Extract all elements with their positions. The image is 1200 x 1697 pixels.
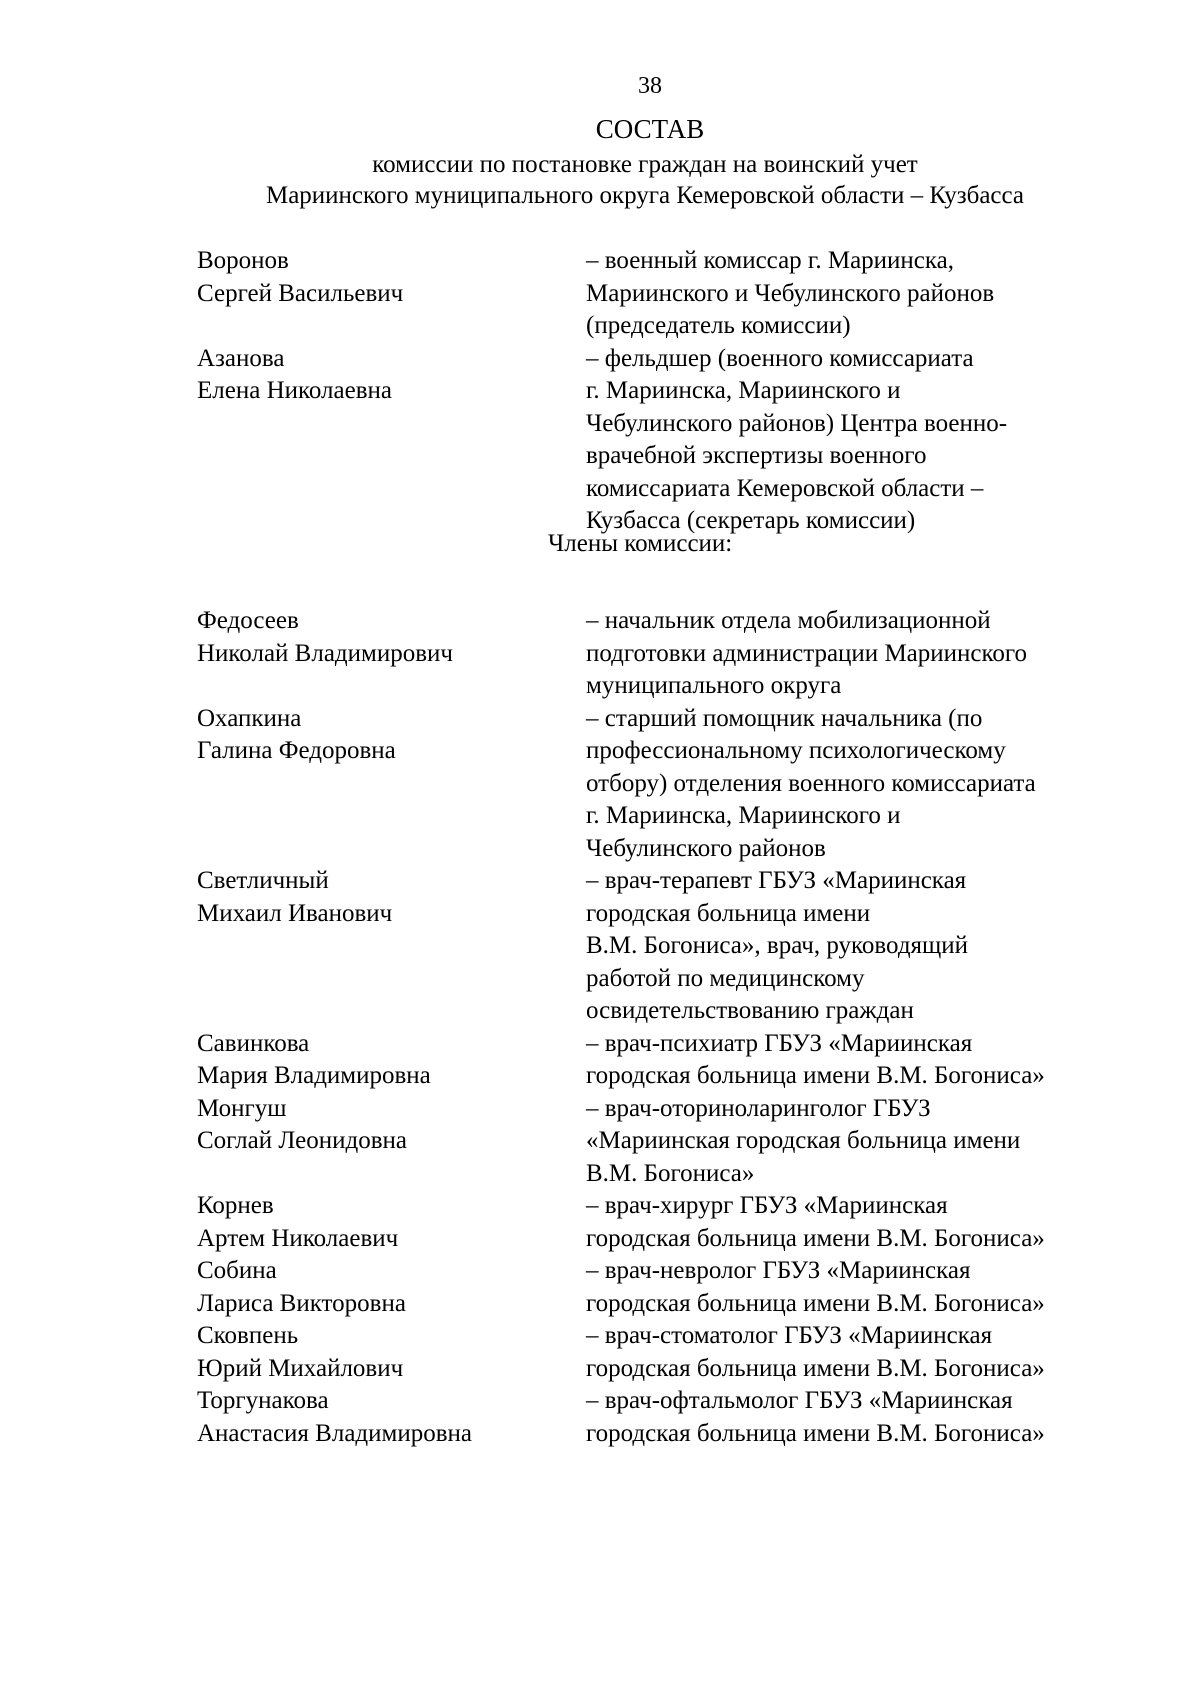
commission-entry	[0, 343, 1200, 538]
person-surname: Торгунакова	[197, 1387, 329, 1414]
person-surname: Светличный	[197, 867, 329, 894]
person-role	[586, 703, 1146, 866]
person-given-names: Лариса Викторовна	[197, 1289, 406, 1317]
role-line: муниципального округа	[586, 672, 842, 699]
person-surname: Охапкина	[197, 704, 302, 732]
role-line: городская больница имени В.М. Богониса»	[586, 1289, 1045, 1317]
role-line: – врач-хирург ГБУЗ «Мариинская	[586, 1192, 948, 1219]
commission-entry	[0, 1028, 1200, 1093]
role-line: – начальник отдела мобилизационной	[586, 607, 991, 634]
commission-entry	[0, 1190, 1200, 1255]
commission-entry	[0, 1385, 1200, 1450]
role-line: – военный комиссар г. Мариинска,	[586, 247, 955, 274]
person-given-names: Анастасия Владимировна	[197, 1419, 472, 1447]
role-line: комиссариата Кемеровской области –	[586, 474, 984, 502]
role-line: (председатель комиссии)	[586, 312, 851, 339]
role-line: – врач-психиатр ГБУЗ «Мариинская	[586, 1029, 973, 1057]
person-given-names: Галина Федоровна	[197, 737, 396, 764]
person-name	[197, 343, 557, 408]
role-line: – врач-офтальмолог ГБУЗ «Мариинская	[586, 1387, 1013, 1414]
role-line: – врач-невролог ГБУЗ «Мариинская	[586, 1257, 971, 1284]
person-role	[586, 1093, 1146, 1191]
person-name	[197, 1385, 557, 1450]
person-role	[586, 245, 1146, 343]
person-surname: Корнев	[197, 1192, 274, 1219]
leadership-list	[0, 245, 1200, 538]
person-given-names: Елена Николаевна	[197, 377, 392, 404]
role-line: подготовки администрации Мариинского	[586, 639, 1028, 667]
person-surname: Собина	[197, 1257, 277, 1284]
person-given-names: Соглай Леонидовна	[197, 1127, 407, 1154]
role-line: городская больница имени В.М. Богониса»	[586, 1062, 1045, 1089]
person-name	[197, 1093, 557, 1158]
commission-entry	[0, 1320, 1200, 1385]
person-role	[586, 1320, 1146, 1385]
person-name	[197, 1028, 557, 1093]
document-subtitle-line-2: Мариинского муниципального округа Кемеровской области – Кузбасса	[265, 182, 1025, 209]
role-line: «Мариинская городская больница имени	[586, 1127, 1021, 1154]
role-line: г. Мариинска, Мариинского и	[586, 802, 901, 829]
role-line: – врач-оториноларинголог ГБУЗ	[586, 1094, 931, 1122]
person-given-names: Михаил Иванович	[197, 899, 393, 927]
person-role	[586, 605, 1146, 703]
role-line: – врач-терапевт ГБУЗ «Мариинская	[586, 867, 967, 894]
role-line: Мариинского и Чебулинского районов	[586, 279, 995, 307]
person-name	[197, 703, 557, 768]
role-line: – старший помощник начальника (по	[586, 704, 983, 732]
role-line: Кузбасса (секретарь комиссии)	[586, 507, 916, 534]
role-line: г. Мариинска, Мариинского и	[586, 377, 901, 404]
role-line: В.М. Богониса», врач, руководящий	[586, 932, 969, 959]
person-role	[586, 1028, 1146, 1093]
person-name	[197, 1190, 557, 1255]
person-given-names: Юрий Михайлович	[197, 1354, 404, 1382]
person-surname: Сковпень	[197, 1322, 299, 1349]
commission-entry	[0, 245, 1200, 343]
role-line: врачебной экспертизы военного	[586, 442, 927, 469]
role-line: городская больница имени	[586, 899, 871, 927]
person-role	[586, 865, 1146, 1028]
page-number: 38	[638, 73, 662, 99]
document-title: СОСТАВ	[595, 114, 705, 144]
role-line: Чебулинского районов	[586, 834, 826, 862]
person-role	[586, 1190, 1146, 1255]
person-surname: Савинкова	[197, 1029, 310, 1057]
person-given-names: Мария Владимировна	[197, 1062, 431, 1089]
commission-entry	[0, 865, 1200, 1028]
commission-entry	[0, 703, 1200, 866]
person-given-names: Сергей Васильевич	[197, 279, 404, 307]
person-name	[197, 1320, 557, 1385]
commission-entry	[0, 605, 1200, 703]
role-line: отбору) отделения военного комиссариата	[586, 769, 1036, 797]
role-line: Чебулинского районов) Центра военно-	[586, 409, 1008, 437]
commission-entry	[0, 1255, 1200, 1320]
members-list	[0, 605, 1200, 1450]
role-line: освидетельствованию граждан	[586, 997, 914, 1024]
person-given-names: Артем Николаевич	[197, 1224, 399, 1252]
role-line: городская больница имени В.М. Богониса»	[586, 1354, 1045, 1382]
role-line: городская больница имени В.М. Богониса»	[586, 1224, 1045, 1252]
person-name	[197, 1255, 557, 1320]
person-role	[586, 1385, 1146, 1450]
person-surname: Федосеев	[197, 607, 299, 634]
person-surname: Монгуш	[197, 1094, 287, 1122]
role-line: – фельдшер (военного комиссариата	[586, 344, 974, 372]
role-line: городская больница имени В.М. Богониса»	[586, 1419, 1045, 1447]
role-line: работой по медицинскому	[586, 964, 865, 992]
document-subtitle-line-1: комиссии по постановке граждан на воинский учет	[372, 151, 918, 178]
commission-entry	[0, 1093, 1200, 1191]
role-line: В.М. Богониса»	[586, 1159, 755, 1187]
person-role	[586, 343, 1146, 538]
person-surname: Азанова	[197, 344, 285, 372]
members-heading: Члены комиссии:	[548, 530, 733, 557]
person-name	[197, 245, 557, 310]
person-name	[197, 605, 557, 670]
role-line: профессиональному психологическому	[586, 737, 1006, 764]
person-role	[586, 1255, 1146, 1320]
person-given-names: Николай Владимирович	[197, 639, 453, 667]
role-line: – врач-стоматолог ГБУЗ «Мариинская	[586, 1322, 993, 1349]
person-name	[197, 865, 557, 930]
person-surname: Воронов	[197, 247, 289, 274]
